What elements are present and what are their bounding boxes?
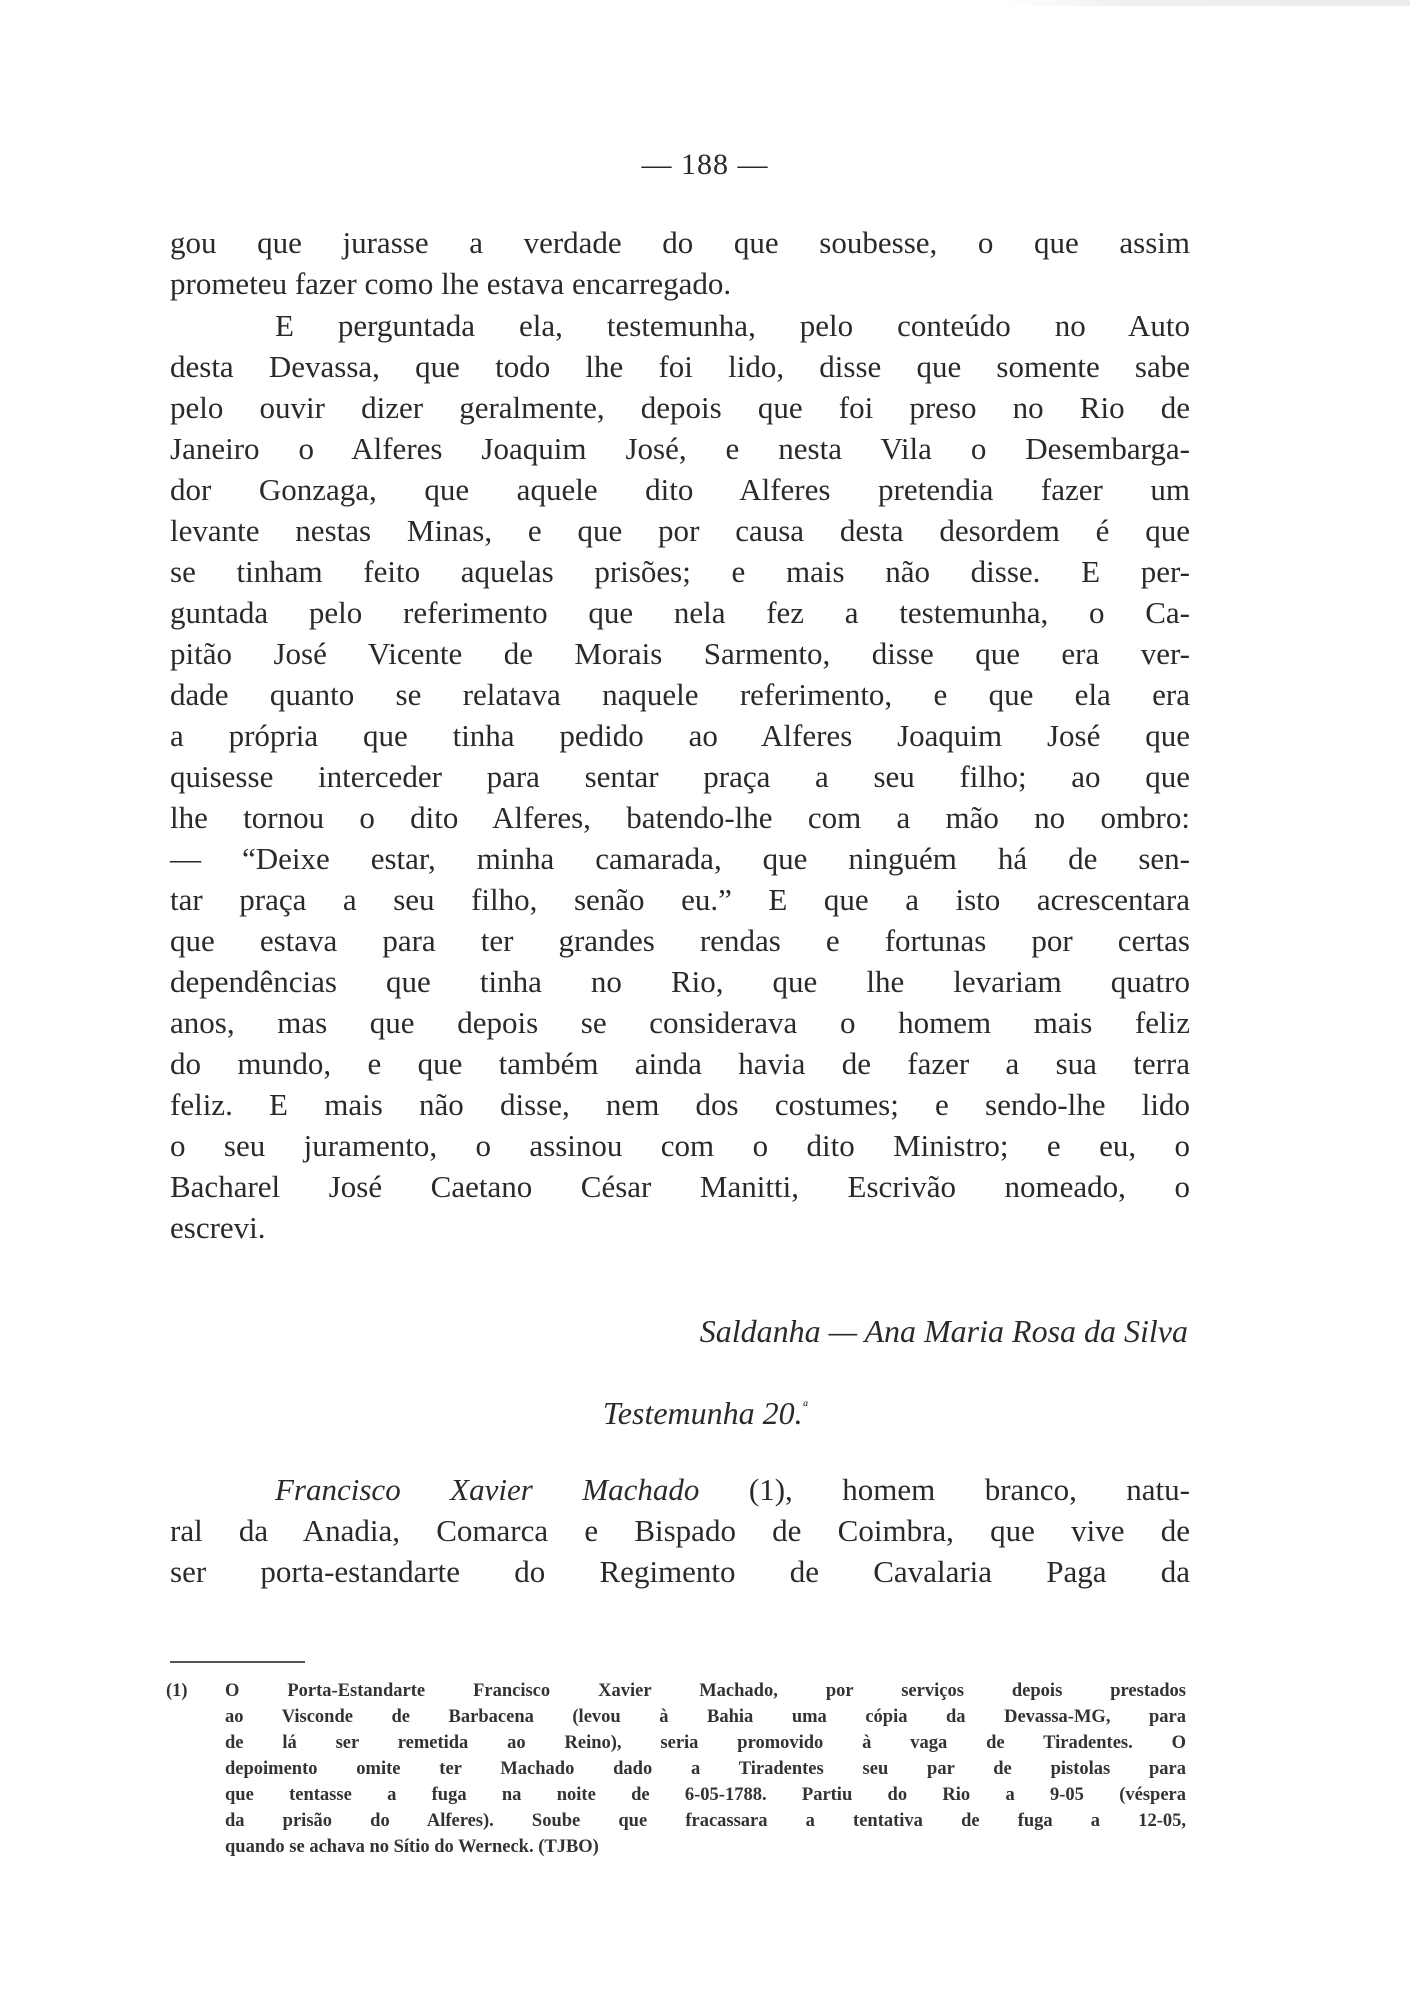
text-line: a própria que tinha pedido ao Alferes Joaquim José que (170, 718, 1190, 753)
text-line: prometeu fazer como lhe estava encarregado. (170, 266, 732, 301)
footnote-line: que tentasse a fuga na noite de 6-05-1788. Partiu do Rio a 9-05 (véspera (225, 1785, 1186, 1805)
text-line: do mundo, e que também ainda havia de fazer a sua terra (170, 1046, 1190, 1081)
footnote-marker: (1) (166, 1681, 188, 1701)
witness-heading (0, 1395, 1410, 1432)
text-line: feliz. E mais não disse, nem dos costumes; e sendo-lhe lido (170, 1087, 1190, 1122)
text-line: guntada pelo referimento que nela fez a testemunha, o Ca- (170, 595, 1190, 630)
text-line: tar praça a seu filho, senão eu.” E que a isto acrescentara (170, 882, 1190, 917)
text-line (170, 1469, 1190, 1510)
scan-edge-shadow (1000, 0, 1410, 6)
footnote-line: depoimento omite ter Machado dado a Tiradentes seu par de pistolas para (225, 1759, 1186, 1779)
text-line: desta Devassa, que todo lhe foi lido, disse que somente sabe (170, 349, 1190, 384)
text-line: quisesse interceder para sentar praça a seu filho; ao que (170, 759, 1190, 794)
footnote-line: ao Visconde de Barbacena (levou à Bahia uma cópia da Devassa-MG, para (225, 1707, 1186, 1727)
footnote-line: O Porta-Estandarte Francisco Xavier Machado, por serviços depois prestados (225, 1681, 1186, 1701)
text-line: pitão José Vicente de Morais Sarmento, disse que era ver- (170, 636, 1190, 671)
witness-name: Francisco Xavier Machado (275, 1472, 700, 1507)
footnote (166, 1678, 1186, 1860)
footnote-line: da prisão do Alferes). Soube que fracassara a tentativa de fuga a 12-05, (225, 1811, 1186, 1831)
text-line: dade quanto se relatava naquele referimento, e que ela era (170, 677, 1190, 712)
text-line: gou que jurasse a verdade do que soubesse, o que assim (170, 225, 1190, 260)
text-line: — “Deixe estar, minha camarada, que ninguém há de sen- (170, 841, 1190, 876)
paragraph-continuation (170, 222, 1190, 304)
text-line: dor Gonzaga, que aquele dito Alferes pretendia fazer um (170, 472, 1190, 507)
text-line: Janeiro o Alferes Joaquim José, e nesta Vila o Desembarga- (170, 431, 1190, 466)
footnote-line: de lá ser remetida ao Reino), seria promovido à vaga de Tiradentes. O (225, 1733, 1186, 1753)
text-line: anos, mas que depois se considerava o homem mais feliz (170, 1005, 1190, 1040)
text-line: ral da Anadia, Comarca e Bispado de Coimbra, que vive de (170, 1513, 1190, 1548)
text-line: Bacharel José Caetano César Manitti, Escrivão nomeado, o (170, 1169, 1190, 1204)
text-line: ser porta-estandarte do Regimento de Cavalaria Paga da (170, 1554, 1190, 1589)
text-line: que estava para ter grandes rendas e fortunas por certas (170, 923, 1190, 958)
text-line: lhe tornou o dito Alferes, batendo-lhe com a mão no ombro: (170, 800, 1190, 835)
paragraph-testimony (170, 305, 1190, 1248)
text-line: o seu juramento, o assinou com o dito Ministro; e eu, o (170, 1128, 1190, 1163)
signature-line: Saldanha — Ana Maria Rosa da Silva (699, 1313, 1188, 1349)
paragraph-witness-20 (170, 1469, 1190, 1592)
text-fragment: (1), homem branco, natu- (699, 1472, 1190, 1507)
text-line: se tinham feito aquelas prisões; e mais não disse. E per- (170, 554, 1190, 589)
text-line: escrevi. (170, 1210, 266, 1245)
page-number: — 188 — (641, 148, 769, 181)
footnote-separator (170, 1661, 305, 1663)
footnote-line: quando se achava no Sítio do Werneck. (TJBO) (225, 1837, 599, 1857)
text-line: dependências que tinha no Rio, que lhe levariam quatro (170, 964, 1190, 999)
witness-heading-label: Testemunha 20. (602, 1395, 803, 1431)
text-line: E perguntada ela, testemunha, pelo conteúdo no Auto (275, 308, 1190, 343)
ordinal-mark: ª (802, 1399, 808, 1417)
footnote-body (225, 1678, 1186, 1860)
text-line: pelo ouvir dizer geralmente, depois que foi preso no Rio de (170, 390, 1190, 425)
text-line: levante nestas Minas, e que por causa desta desordem é que (170, 513, 1190, 548)
